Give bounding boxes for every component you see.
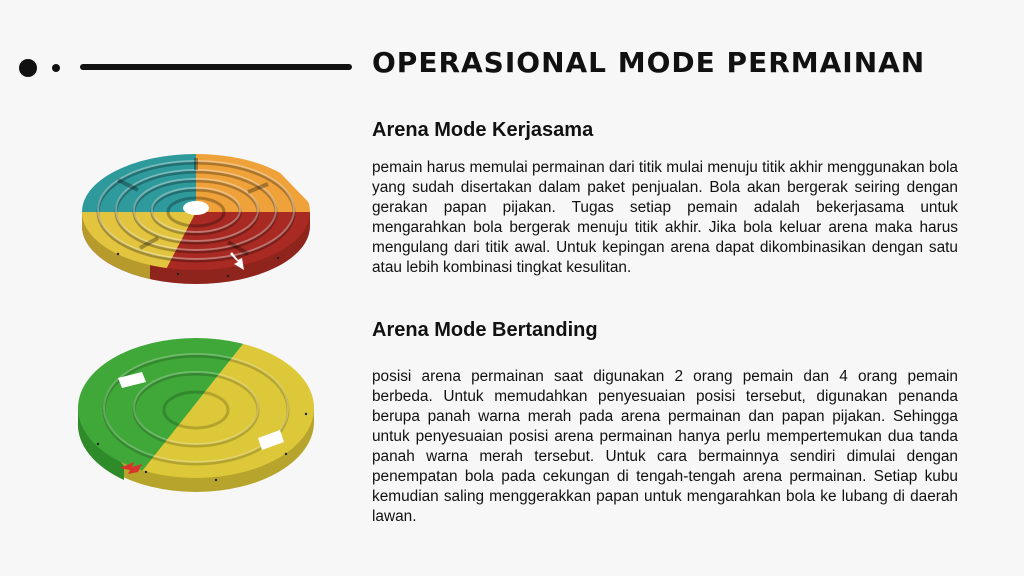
section-body-kerjasama: pemain harus memulai permainan dari titik mulai menuju titik akhir menggunakan bola yang sudah disertakan dalam paket penjualan. Bola akan bergerak seiring dengan gerakan papan pijakan. Tugas setiap pemain adalah bekerjasama untuk mengarahkan bola bergerak menuju titik akhir. Jika bola keluar arena maka harus mengulang dari titik awal. Untuk kepingan arena dapat dikombinasikan dengan satu atau lebih kombinasi tingkat kesulitan. [372, 159, 958, 276]
slide-title: OPERASIONAL MODE PERMAINAN [372, 46, 926, 79]
decor-rule-line [80, 64, 352, 70]
section-body-bertanding: posisi arena permainan saat digunakan 2 orang pemain dan 4 orang pemain berbeda. Untuk memudahkan penyesuaian posisi tersebut, digunakan penanda berupa panah warna merah pada arena permainan dan papan pijakan. Sehingga untuk penyesuaian posisi arena permainan hanya perlu mempertemukan dua tanda panah warna merah tersebut. Untuk cara bermainnya sendiri dimulai dengan penempatan bola pada cekungan di tengah-tengah arena permainan. Setiap kubu kemudian saling menggerakkan papan untuk mengarahkan bola ke lubang di daerah lawan. [372, 368, 958, 525]
decor-dot-large [19, 59, 37, 77]
section-heading-bertanding: Arena Mode Bertanding [372, 319, 598, 341]
versus-arena-board-image [76, 334, 316, 504]
section-heading-kerjasama: Arena Mode Kerjasama [372, 119, 594, 141]
cooperative-maze-board-image [78, 150, 314, 300]
decor-dot-small [52, 64, 60, 72]
center-hole [183, 201, 209, 215]
